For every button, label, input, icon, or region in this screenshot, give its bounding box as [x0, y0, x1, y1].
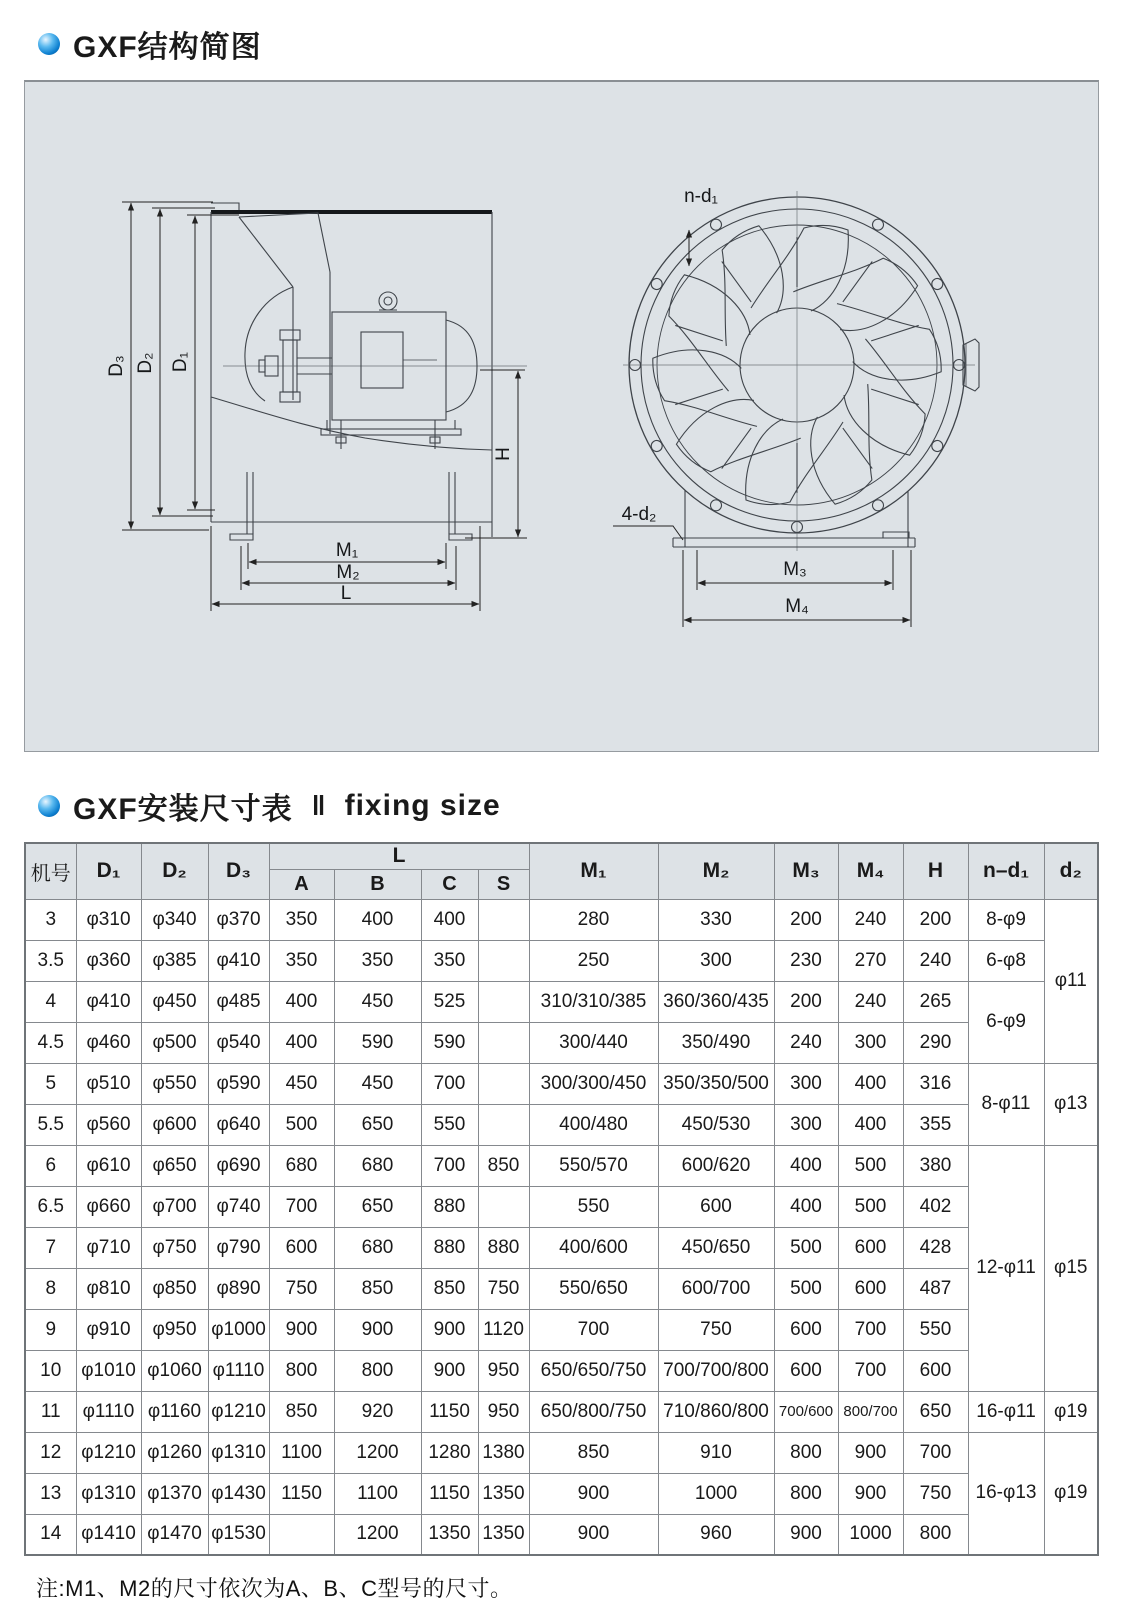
- table-cell: 700: [903, 1432, 968, 1473]
- table-cell: 900: [774, 1514, 838, 1555]
- table-cell: 6: [25, 1145, 76, 1186]
- table-cell: φ540: [208, 1022, 269, 1063]
- table-cell: 700: [838, 1350, 903, 1391]
- table-cell: φ1010: [76, 1350, 141, 1391]
- table-cell: 800: [903, 1514, 968, 1555]
- table-cell: 290: [903, 1022, 968, 1063]
- col-header-c: C: [421, 869, 478, 899]
- table-cell: φ485: [208, 981, 269, 1022]
- table-cell: φ460: [76, 1022, 141, 1063]
- table-cell: 700/700/800: [658, 1350, 774, 1391]
- table-cell: [478, 940, 529, 981]
- d2-merged-cell: φ11: [1044, 899, 1098, 1063]
- col-header-m4: M₄: [838, 843, 903, 899]
- table-cell: 850: [478, 1145, 529, 1186]
- table-cell: 350: [269, 940, 334, 981]
- table-cell: [478, 1186, 529, 1227]
- table-cell: 240: [838, 981, 903, 1022]
- table-cell: 950: [478, 1350, 529, 1391]
- table-cell: 600: [269, 1227, 334, 1268]
- table-row: [25, 1391, 1098, 1432]
- blue-dot-icon: [38, 33, 60, 55]
- table-cell: 200: [903, 899, 968, 940]
- table-cell: 900: [421, 1350, 478, 1391]
- table-cell: 700: [838, 1309, 903, 1350]
- table-cell: 880: [421, 1227, 478, 1268]
- table-cell: φ410: [208, 940, 269, 981]
- fan-front-view-drawing: [623, 191, 979, 551]
- table-cell: 950: [478, 1391, 529, 1432]
- table-cell: 400: [774, 1186, 838, 1227]
- table-cell: 800: [334, 1350, 421, 1391]
- table-cell: 330: [658, 899, 774, 940]
- col-header-a: A: [269, 869, 334, 899]
- dim-label-l: L: [340, 583, 352, 604]
- table-cell: 402: [903, 1186, 968, 1227]
- table-cell: 680: [334, 1227, 421, 1268]
- table-cell: 920: [334, 1391, 421, 1432]
- table-cell: 230: [774, 940, 838, 981]
- table-cell: 9: [25, 1309, 76, 1350]
- table-cell: 4: [25, 981, 76, 1022]
- table-cell: 350: [269, 899, 334, 940]
- table-row: [25, 1145, 1098, 1186]
- col-header-n-d1: n–d₁: [968, 843, 1044, 899]
- table-cell: 850: [529, 1432, 658, 1473]
- table-cell: 600: [658, 1186, 774, 1227]
- col-header-b: B: [334, 869, 421, 899]
- table-row: [25, 1186, 1098, 1227]
- table-cell: 1350: [478, 1514, 529, 1555]
- table-cell: 650/650/750: [529, 1350, 658, 1391]
- table-row: [25, 940, 1098, 981]
- table-cell: 1120: [478, 1309, 529, 1350]
- table-cell: 400: [269, 981, 334, 1022]
- table-cell: 650: [334, 1186, 421, 1227]
- label-4-d2: 4-d₂: [621, 504, 657, 525]
- table-cell: 1280: [421, 1432, 478, 1473]
- table-cell: 400: [838, 1063, 903, 1104]
- table-cell: 600: [838, 1227, 903, 1268]
- table-row: [25, 1022, 1098, 1063]
- table-cell: 380: [903, 1145, 968, 1186]
- table-cell: 3: [25, 899, 76, 940]
- table-cell: 428: [903, 1227, 968, 1268]
- table-cell: 250: [529, 940, 658, 981]
- table-cell: 1000: [838, 1514, 903, 1555]
- nd1-merged-cell: 6-φ8: [968, 940, 1044, 981]
- table-cell: 600: [774, 1350, 838, 1391]
- section2-title-en: fixing size: [344, 789, 501, 822]
- table-cell: 880: [478, 1227, 529, 1268]
- table-cell: 900: [529, 1473, 658, 1514]
- table-cell: 10: [25, 1350, 76, 1391]
- table-cell: 400: [269, 1022, 334, 1063]
- table-cell: 1150: [269, 1473, 334, 1514]
- table-cell: 680: [269, 1145, 334, 1186]
- table-cell: φ1210: [76, 1432, 141, 1473]
- table-row: [25, 1514, 1098, 1555]
- nd1-merged-cell: 16-φ11: [968, 1391, 1044, 1432]
- table-cell: 350/490: [658, 1022, 774, 1063]
- table-cell: 550: [529, 1186, 658, 1227]
- table-cell: 1150: [421, 1391, 478, 1432]
- table-cell: 300: [774, 1063, 838, 1104]
- table-row: [25, 1473, 1098, 1514]
- table-cell: 1150: [421, 1473, 478, 1514]
- table-cell: 700: [421, 1145, 478, 1186]
- table-cell: 400: [838, 1104, 903, 1145]
- table-cell: φ740: [208, 1186, 269, 1227]
- table-cell: 500: [838, 1145, 903, 1186]
- table-cell: φ590: [208, 1063, 269, 1104]
- col-header-l: L: [269, 843, 529, 869]
- table-cell: 300: [774, 1104, 838, 1145]
- table-cell: 650: [903, 1391, 968, 1432]
- col-header-d3: D₃: [208, 843, 269, 899]
- nd1-merged-cell: 12-φ11: [968, 1145, 1044, 1391]
- table-row: [25, 1268, 1098, 1309]
- table-cell: 600/700: [658, 1268, 774, 1309]
- table-cell: 750: [658, 1309, 774, 1350]
- table-cell: 400/480: [529, 1104, 658, 1145]
- table-cell: 5.5: [25, 1104, 76, 1145]
- table-cell: 900: [529, 1514, 658, 1555]
- table-cell: 400: [334, 899, 421, 940]
- col-header-m2: M₂: [658, 843, 774, 899]
- table-cell: φ410: [76, 981, 141, 1022]
- table-cell: 450: [334, 1063, 421, 1104]
- label-n-d1: n-d₁: [684, 186, 718, 207]
- table-cell: φ1110: [76, 1391, 141, 1432]
- structure-diagram-panel: [24, 80, 1099, 752]
- table-cell: 1000: [658, 1473, 774, 1514]
- dim-label-m4: M₄: [785, 596, 809, 617]
- table-cell: φ510: [76, 1063, 141, 1104]
- table-cell: φ370: [208, 899, 269, 940]
- dim-label-m1: M₁: [335, 540, 359, 561]
- table-cell: 710/860/800: [658, 1391, 774, 1432]
- col-header-d1: D₁: [76, 843, 141, 899]
- table-cell: 680: [334, 1145, 421, 1186]
- table-row: [25, 1063, 1098, 1104]
- table-row: [25, 1227, 1098, 1268]
- blue-dot-icon: [38, 795, 60, 817]
- col-header-h: H: [903, 843, 968, 899]
- table-cell: φ1110: [208, 1350, 269, 1391]
- table-cell: 550/650: [529, 1268, 658, 1309]
- table-cell: 960: [658, 1514, 774, 1555]
- table-cell: 300: [838, 1022, 903, 1063]
- dim-label-h: H: [493, 447, 514, 461]
- table-row: [25, 899, 1098, 940]
- fixing-size-table: [24, 842, 1099, 1556]
- table-cell: 800: [774, 1432, 838, 1473]
- col-header-d2: D₂: [141, 843, 208, 899]
- table-cell: φ1210: [208, 1391, 269, 1432]
- table-cell: 500: [774, 1268, 838, 1309]
- table-cell: 850: [269, 1391, 334, 1432]
- table-cell: 700: [269, 1186, 334, 1227]
- table-cell: 550/570: [529, 1145, 658, 1186]
- table-cell: 525: [421, 981, 478, 1022]
- table-cell: φ310: [76, 899, 141, 940]
- table-cell: φ640: [208, 1104, 269, 1145]
- col-header-m3: M₃: [774, 843, 838, 899]
- table-cell: 240: [838, 899, 903, 940]
- table-cell: 270: [838, 940, 903, 981]
- table-cell: φ1370: [141, 1473, 208, 1514]
- fan-side-view-drawing: [211, 203, 527, 540]
- section1-header: [38, 22, 1099, 66]
- table-cell: 900: [269, 1309, 334, 1350]
- table-cell: 265: [903, 981, 968, 1022]
- table-cell: 910: [658, 1432, 774, 1473]
- table-cell: 200: [774, 899, 838, 940]
- table-cell: 650/800/750: [529, 1391, 658, 1432]
- table-cell: 1200: [334, 1514, 421, 1555]
- table-cell: φ890: [208, 1268, 269, 1309]
- table-cell: [478, 981, 529, 1022]
- dim-label-m2: M₂: [336, 562, 360, 583]
- side-view-dimensions: [122, 202, 527, 611]
- table-cell: φ950: [141, 1309, 208, 1350]
- table-cell: 280: [529, 899, 658, 940]
- fixing-size-table-body: [25, 899, 1098, 1555]
- table-cell: φ550: [141, 1063, 208, 1104]
- table-cell: 3.5: [25, 940, 76, 981]
- table-cell: 355: [903, 1104, 968, 1145]
- table-cell: 450: [269, 1063, 334, 1104]
- table-row: [25, 1309, 1098, 1350]
- table-cell: 14: [25, 1514, 76, 1555]
- table-cell: 880: [421, 1186, 478, 1227]
- table-note: 注:M1、M2的尺寸依次为A、B、C型号的尺寸。: [36, 1576, 513, 1601]
- table-cell: φ1160: [141, 1391, 208, 1432]
- table-cell: 240: [903, 940, 968, 981]
- nd1-merged-cell: 16-φ13: [968, 1432, 1044, 1555]
- nd1-merged-cell: 6-φ9: [968, 981, 1044, 1063]
- table-row: [25, 1432, 1098, 1473]
- d2-merged-cell: φ19: [1044, 1391, 1098, 1432]
- dim-label-d1: D₁: [170, 351, 191, 373]
- dim-label-d2: D₂: [135, 352, 156, 374]
- table-cell: 850: [334, 1268, 421, 1309]
- table-cell: 1380: [478, 1432, 529, 1473]
- table-cell: [478, 1063, 529, 1104]
- table-cell: φ790: [208, 1227, 269, 1268]
- table-cell: 450: [334, 981, 421, 1022]
- table-cell: 13: [25, 1473, 76, 1514]
- table-row: [25, 1104, 1098, 1145]
- col-header-d2-hole: d₂: [1044, 843, 1098, 899]
- table-cell: 750: [269, 1268, 334, 1309]
- table-cell: 8: [25, 1268, 76, 1309]
- table-cell: 900: [838, 1432, 903, 1473]
- table-cell: 600: [903, 1350, 968, 1391]
- table-cell: φ1060: [141, 1350, 208, 1391]
- table-cell: 1100: [334, 1473, 421, 1514]
- dim-label-m3: M₃: [783, 559, 807, 580]
- table-cell: φ1530: [208, 1514, 269, 1555]
- table-cell: 400: [421, 899, 478, 940]
- table-cell: φ810: [76, 1268, 141, 1309]
- table-cell: φ1310: [76, 1473, 141, 1514]
- table-cell: 350/350/500: [658, 1063, 774, 1104]
- d2-merged-cell: φ19: [1044, 1432, 1098, 1555]
- table-cell: 300: [658, 940, 774, 981]
- table-cell: 800: [269, 1350, 334, 1391]
- table-cell: 500: [269, 1104, 334, 1145]
- table-cell: 450/650: [658, 1227, 774, 1268]
- d2-merged-cell: φ15: [1044, 1145, 1098, 1391]
- table-cell: 316: [903, 1063, 968, 1104]
- table-cell: 700: [529, 1309, 658, 1350]
- table-cell: φ660: [76, 1186, 141, 1227]
- table-cell: 350: [334, 940, 421, 981]
- table-cell: 1100: [269, 1432, 334, 1473]
- title-separator: ‖: [311, 790, 326, 821]
- table-cell: φ360: [76, 940, 141, 981]
- table-cell: φ1410: [76, 1514, 141, 1555]
- table-cell: 600: [838, 1268, 903, 1309]
- table-cell: 6.5: [25, 1186, 76, 1227]
- table-cell: 300/300/450: [529, 1063, 658, 1104]
- table-cell: 12: [25, 1432, 76, 1473]
- table-cell: φ710: [76, 1227, 141, 1268]
- table-cell: 800/700: [838, 1391, 903, 1432]
- table-cell: φ450: [141, 981, 208, 1022]
- table-cell: 400: [774, 1145, 838, 1186]
- section2-header: [38, 784, 1099, 828]
- table-row: [25, 981, 1098, 1022]
- col-header-m1: M₁: [529, 843, 658, 899]
- table-cell: 200: [774, 981, 838, 1022]
- table-cell: φ500: [141, 1022, 208, 1063]
- table-cell: φ1260: [141, 1432, 208, 1473]
- table-cell: φ910: [76, 1309, 141, 1350]
- table-cell: φ1000: [208, 1309, 269, 1350]
- table-cell: φ650: [141, 1145, 208, 1186]
- table-cell: 300/440: [529, 1022, 658, 1063]
- table-cell: [478, 1022, 529, 1063]
- table-cell: 500: [774, 1227, 838, 1268]
- nd1-merged-cell: 8-φ9: [968, 899, 1044, 940]
- table-cell: 850: [421, 1268, 478, 1309]
- d2-merged-cell: φ13: [1044, 1063, 1098, 1145]
- table-cell: 550: [421, 1104, 478, 1145]
- dim-label-d3: D₃: [106, 355, 127, 377]
- table-cell: 800: [774, 1473, 838, 1514]
- table-row: [25, 1350, 1098, 1391]
- table-cell: φ750: [141, 1227, 208, 1268]
- table-cell: 600: [774, 1309, 838, 1350]
- table-cell: 650: [334, 1104, 421, 1145]
- table-cell: φ610: [76, 1145, 141, 1186]
- section1-title: GXF结构简图: [73, 31, 262, 64]
- table-cell: 240: [774, 1022, 838, 1063]
- table-cell: 700/600: [774, 1391, 838, 1432]
- table-cell: φ1310: [208, 1432, 269, 1473]
- table-cell: [269, 1514, 334, 1555]
- table-cell: 11: [25, 1391, 76, 1432]
- table-cell: φ690: [208, 1145, 269, 1186]
- table-cell: 7: [25, 1227, 76, 1268]
- table-cell: 1350: [421, 1514, 478, 1555]
- table-cell: 4.5: [25, 1022, 76, 1063]
- table-cell: 590: [334, 1022, 421, 1063]
- table-cell: φ340: [141, 899, 208, 940]
- table-cell: 1350: [478, 1473, 529, 1514]
- col-header-machine-no: 机号: [25, 843, 76, 899]
- table-cell: 450/530: [658, 1104, 774, 1145]
- table-cell: φ700: [141, 1186, 208, 1227]
- nd1-merged-cell: 8-φ11: [968, 1063, 1044, 1145]
- table-cell: 400/600: [529, 1227, 658, 1268]
- table-cell: [478, 1104, 529, 1145]
- table-cell: 550: [903, 1309, 968, 1350]
- table-cell: 360/360/435: [658, 981, 774, 1022]
- table-cell: 900: [838, 1473, 903, 1514]
- table-cell: 600/620: [658, 1145, 774, 1186]
- table-cell: 500: [838, 1186, 903, 1227]
- table-cell: φ560: [76, 1104, 141, 1145]
- table-cell: φ385: [141, 940, 208, 981]
- table-cell: φ1430: [208, 1473, 269, 1514]
- table-cell: 900: [334, 1309, 421, 1350]
- table-cell: φ1470: [141, 1514, 208, 1555]
- table-cell: φ600: [141, 1104, 208, 1145]
- table-cell: 310/310/385: [529, 981, 658, 1022]
- col-header-s: S: [478, 869, 529, 899]
- table-cell: 900: [421, 1309, 478, 1350]
- table-cell: 1200: [334, 1432, 421, 1473]
- table-cell: 590: [421, 1022, 478, 1063]
- structure-diagram: [25, 82, 1100, 752]
- table-cell: 750: [478, 1268, 529, 1309]
- table-cell: 750: [903, 1473, 968, 1514]
- table-cell: 350: [421, 940, 478, 981]
- table-cell: 487: [903, 1268, 968, 1309]
- table-cell: [478, 899, 529, 940]
- table-cell: 5: [25, 1063, 76, 1104]
- section2-title-cn: GXF安装尺寸表: [73, 793, 293, 826]
- table-cell: 700: [421, 1063, 478, 1104]
- table-cell: φ850: [141, 1268, 208, 1309]
